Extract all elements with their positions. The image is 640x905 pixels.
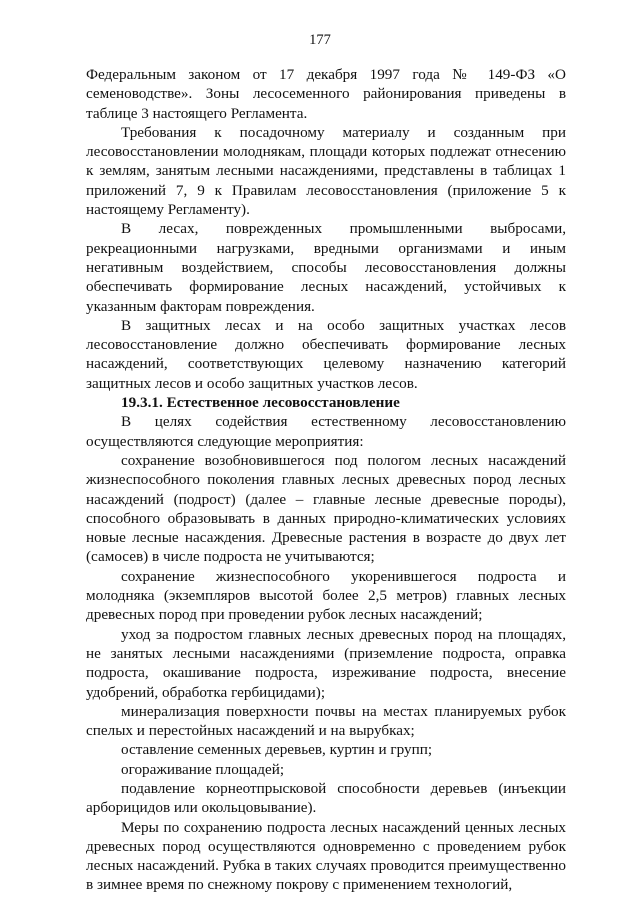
list-item: сохранение возобновившегося под пологом лесных насаждений жизнеспособного поколения главных лесных древесных пород лесных насаждений (подрост) (далее – главные лесные древесные породы), способного образовывать в данных природно-климатических условиях новые лесные насаждения. Древесные растения в возрасте до двух лет (самосев) в числе подроста не учитываются; [86, 451, 566, 566]
paragraph: Федеральным законом от 17 декабря 1997 года № 149-ФЗ «О семеноводстве». Зоны лесосеменного районирования приведены в таблице 3 настоящего Регламента. [86, 66, 566, 122]
paragraph: Меры по сохранению подроста лесных насаждений ценных лесных древесных пород осуществляются одновременно с проведением рубок лесных насаждений. Рубка в таких случаях проводится преимущественно в зимнее время по снежному покрову с применением технологий, [86, 818, 566, 894]
paragraph: В целях содействия естественному лесовосстановлению осуществляются следующие мероприятия: [86, 413, 566, 450]
list-item: огораживание площадей; [121, 760, 285, 778]
document-body [86, 65, 566, 895]
paragraph: В лесах, поврежденных промышленными выбросами, рекреационными нагрузками, вредными организмами и иным негативным воздействием, способы лесовосстановления должны обеспечивать формирование лесных насаждений, устойчивых к указанным факторам повреждения. [86, 220, 566, 315]
paragraph: Требования к посадочному материалу и созданным при лесовосстановлении молоднякам, площади которых подлежат отнесению к землям, занятым лесными насаждениями, представлены в таблицах 1 приложений 7, 9 к Правилам лесовосстановления (приложение 5 к настоящему Регламенту). [86, 123, 566, 219]
list-item: оставление семенных деревьев, куртин и групп; [121, 741, 433, 759]
list-item: уход за подростом главных лесных древесных пород на площадях, не занятых лесными насаждениями (приземление подроста, оправка подроста, окашивание подроста, изреживание подроста, внесение удобрений, обработка гербицидами); [86, 625, 566, 701]
list-item: минерализация поверхности почвы на местах планируемых рубок спелых и перестойных насаждений и на вырубках; [86, 702, 566, 740]
list-item: сохранение жизнеспособного укоренившегося подроста и молодняка (экземпляров высотой более 2,5 метров) главных лесных древесных пород при проведении рубок лесных насаждений; [86, 567, 566, 624]
paragraph: В защитных лесах и на особо защитных участках лесов лесовосстановление должно обеспечивать формирование лесных насаждений, соответствующих целевому назначению категорий защитных лесов и особо защитных участков лесов. [86, 316, 566, 392]
section-heading: 19.3.1. Естественное лесовосстановление [121, 394, 400, 412]
page-number: 177 [309, 32, 331, 48]
list-item: подавление корнеотпрысковой способности деревьев (инъекции арборицидов или окольцовывание). [86, 779, 566, 817]
